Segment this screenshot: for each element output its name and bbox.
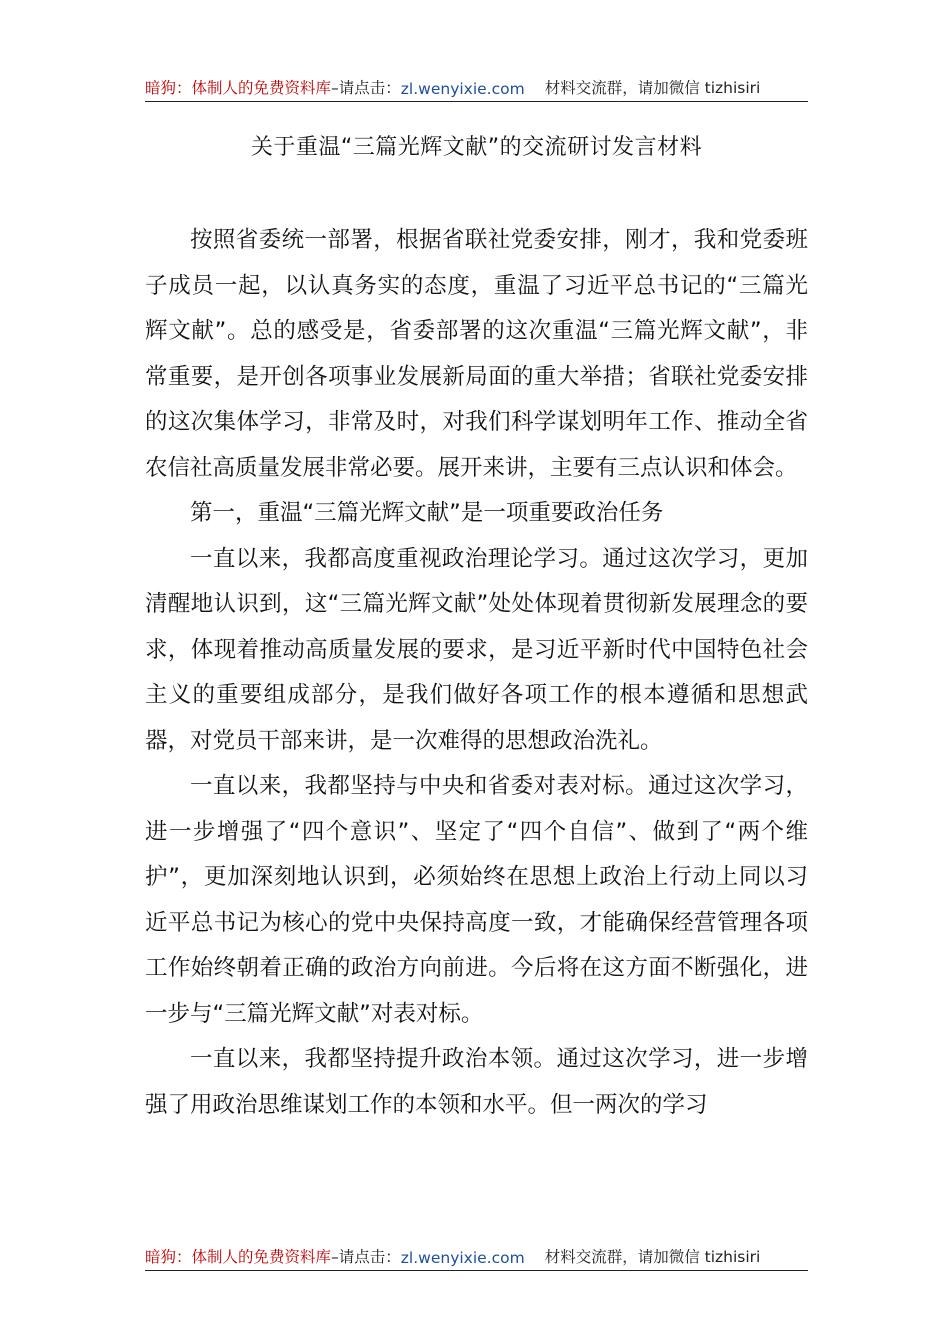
section-heading-first: 第一，重温“三篇光辉文献”是一项重要政治任务 bbox=[190, 500, 664, 526]
paragraph-intro: 按照省委统一部署，根据省联社党委安排，刚才，我和党委班子成员一起，以认真务实的态度，重温了习近平总书记的“三篇光辉文献”。总的感受是，省委部署的这次重温“三篇光辉文献”，非常重要，是开创各项事业发展新局面的重大举措；省联社党委安排的这次集体学习，非常及时，对我们科学谋划明年工作、推动全省农信社高质量发展非常必要。展开来讲，主要有三点认识和体会。 bbox=[145, 227, 808, 481]
header-url-link[interactable]: zl.wenyixie.com bbox=[400, 80, 525, 98]
header-site-name: 暗狗：体制人的免费资料库 bbox=[145, 79, 332, 97]
paragraph-political-skill: 一直以来，我都坚持提升政治本领。通过这次学习，进一步增强了用政治思维谋划工作的本领和水平。但一两次的学习 bbox=[145, 1046, 808, 1118]
footer-divider bbox=[145, 1270, 808, 1271]
footer-banner bbox=[145, 1237, 808, 1267]
header-banner bbox=[145, 68, 808, 98]
footer-group-note: 材料交流群，请加微信 tizhisiri bbox=[544, 1248, 761, 1266]
document-title: 关于重温“三篇光辉文献”的交流研讨发言材料 bbox=[250, 135, 703, 160]
paragraph-alignment: 一直以来，我都坚持与中央和省委对表对标。通过这次学习，进一步增强了“四个意识”、坚定了“四个自信”、做到了“两个维护”，更加深刻地认识到，必须始终在思想上政治上行动上同以习近平总书记为核心的党中央保持高度一致，才能确保经营管理各项工作始终朝着正确的政治方向前进。今后将在这方面不断强化，进一步与“三篇光辉文献”对表对标。 bbox=[145, 773, 808, 1027]
header-group-note: 材料交流群，请加微信 tizhisiri bbox=[544, 79, 761, 97]
footer-click-prompt: –请点击： bbox=[331, 1248, 401, 1266]
footer-site-name: 暗狗：体制人的免费资料库 bbox=[145, 1248, 332, 1266]
header-click-prompt: –请点击： bbox=[331, 79, 401, 97]
header-divider bbox=[145, 101, 808, 102]
paragraph-theory-study: 一直以来，我都高度重视政治理论学习。通过这次学习，更加清醒地认识到，这“三篇光辉文献”处处体现着贯彻新发展理念的要求，体现着推动高质量发展的要求，是习近平新时代中国特色社会主义的重要组成部分，是我们做好各项工作的根本遵循和思想武器，对党员干部来讲，是一次难得的思想政治洗礼。 bbox=[145, 545, 808, 754]
footer-url-link[interactable]: zl.wenyixie.com bbox=[400, 1249, 525, 1267]
document-body bbox=[145, 218, 808, 1128]
